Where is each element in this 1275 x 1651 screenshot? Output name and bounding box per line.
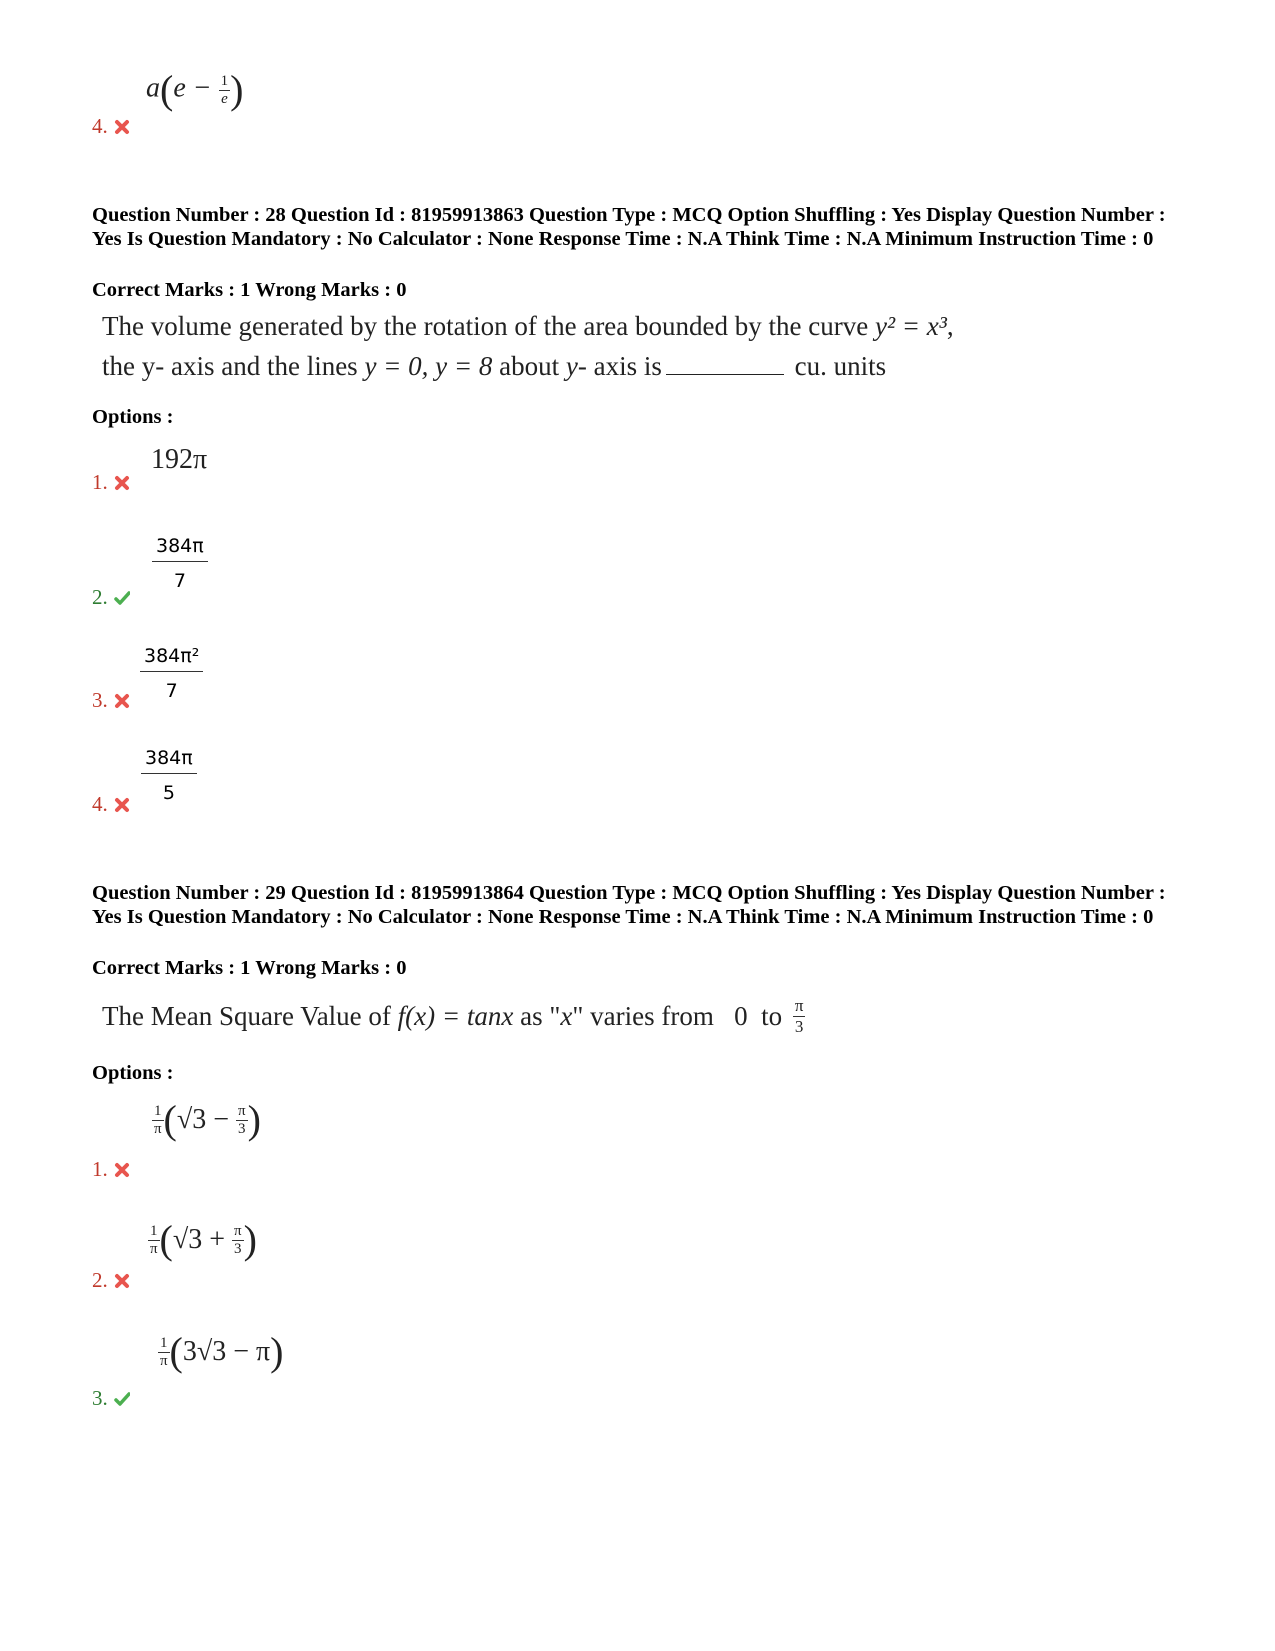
wrong-icon — [114, 475, 130, 491]
answer-blank — [666, 352, 784, 375]
q28-option-2-number: 2. — [92, 585, 130, 610]
wrong-icon — [114, 693, 130, 709]
q28-option-4-fraction: $\frac{384\pi}{5}$ — [141, 747, 197, 804]
q28-question-text: The volume generated by the rotation of the area bounded by the curve y² = x³, the y- axis and the lines y = 0, y = 8 about y- axis is cu. units — [102, 311, 954, 381]
q28-option-1-expression: 192π — [151, 444, 208, 475]
correct-icon — [114, 1391, 130, 1407]
q28-option-3-fraction: $\frac{\text{384π²}}{7}$ — [140, 645, 203, 702]
q29-question-text: The Mean Square Value of f(x) = tanx as " x " varies from 0 to π 3 — [102, 995, 804, 1036]
q29-marks: Correct Marks : 1 Wrong Marks : 0 — [92, 957, 407, 979]
q29-options-label: Options : — [92, 1062, 174, 1084]
q28-option-2-fraction: $\frac{384\pi}{7}$ — [152, 535, 208, 592]
prev-option-4-expression: a(e − $\frac{1}{e}$ ) — [146, 67, 244, 112]
q28-meta: Question Number : 28 Question Id : 81959913863 Question Type : MCQ Option Shuffling : Yes Display Question Number : Yes Is Question Mandatory : No Calculator : None Response Time : N.A Think Time : N.A Minimum Instruction Time : 0 — [92, 204, 1166, 250]
q29-option-3-expression: 1 π ( 3√3 − π ) — [159, 1329, 284, 1374]
q29-meta: Question Number : 29 Question Id : 81959913864 Question Type : MCQ Option Shuffling : Yes Display Question Number : Yes Is Question Mandatory : No Calculator : None Response Time : N.A Think Time : N.A Minimum Instruction Time : 0 — [92, 882, 1166, 928]
q28-option-1-number: 1. — [92, 470, 130, 495]
q29-option-1-expression: 1 π ( √3 − $\frac{\pi}{3}$ ) — [153, 1097, 261, 1142]
q28-option-3-number: 3. — [92, 688, 130, 713]
q29-option-2-number: 2. — [92, 1268, 130, 1293]
q29-option-2-expression: 1 π ( √3 + $\frac{\pi}{3}$ ) — [149, 1217, 257, 1262]
q28-marks: Correct Marks : 1 Wrong Marks : 0 — [92, 279, 407, 301]
wrong-icon — [114, 1162, 130, 1178]
wrong-icon — [114, 119, 130, 135]
wrong-icon — [114, 1273, 130, 1289]
q28-option-4-number: 4. — [92, 792, 130, 817]
q29-option-3-number: 3. — [92, 1386, 130, 1411]
q29-option-1-number: 1. — [92, 1157, 130, 1182]
q28-options-label: Options : — [92, 406, 174, 428]
correct-icon — [114, 590, 130, 606]
prev-option-4-number: 4. — [92, 114, 130, 139]
wrong-icon — [114, 797, 130, 813]
